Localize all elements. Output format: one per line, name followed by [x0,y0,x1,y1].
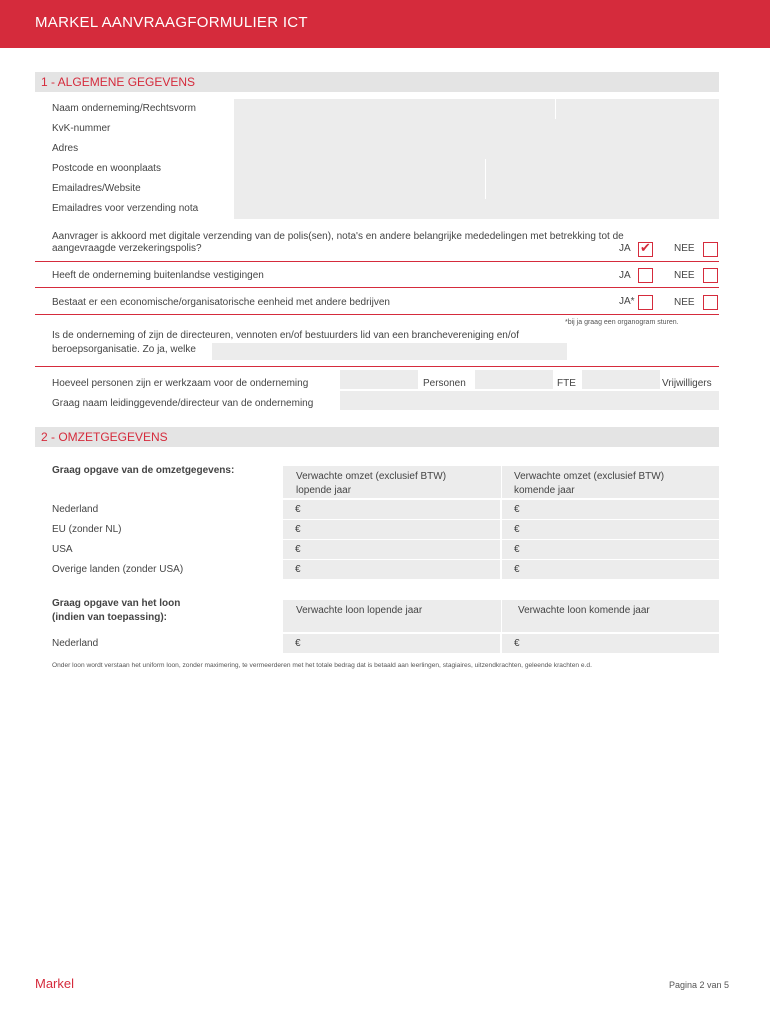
field-divider [485,159,486,199]
omzet-usa-next[interactable]: € [502,540,719,559]
q1-nee-checkbox[interactable] [703,242,718,257]
fte-label: FTE [557,378,576,389]
fte-input[interactable] [475,370,553,389]
q3-ja-checkbox[interactable] [638,295,653,310]
q-digital-line2: aangevraagde verzekeringspolis? [52,243,202,254]
q-director-name: Graag naam leidinggevende/directeur van de onderneming [52,398,314,409]
q3-nee-label: NEE [674,297,695,308]
markel-logo: Markel [35,976,75,991]
q-economic-unit: Bestaat er een economische/organisatorische eenheid met andere bedrijven [52,297,390,308]
row-eu-label: EU (zonder NL) [52,524,122,535]
omzet-overig-next[interactable]: € [502,560,719,579]
organogram-footnote: *bij ja graag een organogram sturen. [565,319,679,326]
omzet-nl-current[interactable]: € [283,500,500,519]
divider-line [35,261,719,262]
loon-label-line1: Graag opgave van het loon [52,598,181,609]
personen-label: Personen [423,378,466,389]
omzet-usa-current[interactable]: € [283,540,500,559]
q1-ja-checkbox[interactable] [638,242,653,257]
loon-col2-header: Verwachte loon komende jaar [518,605,650,616]
row-usa-label: USA [52,544,73,555]
omzet-overig-current[interactable]: € [283,560,500,579]
director-name-input[interactable] [340,391,719,410]
omzet-col2-header: Verwachte omzet (exclusief BTW) komende jaar [514,471,665,496]
label-postcode: Postcode en woonplaats [52,163,161,174]
q2-nee-checkbox[interactable] [703,268,718,283]
loon-row-nederland-label: Nederland [52,638,99,649]
vrijwilligers-input[interactable] [582,370,660,389]
field-divider [555,99,556,119]
label-company-name: Naam onderneming/Rechtsvorm [52,103,196,114]
field-divider [501,466,502,498]
row-overig-label: Overige landen (zonder USA) [52,564,184,575]
q2-ja-label: JA [619,270,631,281]
omzet-eu-next[interactable]: € [502,520,719,539]
form-title: MARKEL AANVRAAGFORMULIER ICT [35,14,308,31]
label-email-website: Emailadres/Website [52,183,141,194]
q2-ja-checkbox[interactable] [638,268,653,283]
loon-definition-note: Onder loon wordt verstaan het uniform loon, zonder maximering, te vermeerderen met het totale bedrag dat is betaald aan leerlingen, stagiaires, uitzendkrachten, geleende krachten e.d. [52,662,592,669]
q1-nee-label: NEE [674,243,695,254]
q1-ja-label: JA [619,243,631,254]
section-2-title: 2 - OMZETGEGEVENS [41,430,168,444]
loon-col1-header: Verwachte loon lopende jaar [296,605,423,616]
loon-label-line2: (indien van toepassing): [52,612,168,623]
label-email-invoice: Emailadres voor verzending nota [52,203,199,214]
vrijwilligers-label: Vrijwilligers [662,378,712,389]
page-number: Pagina 2 van 5 [669,980,730,990]
label-kvk: KvK-nummer [52,123,111,134]
omzet-nl-next[interactable]: € [502,500,719,519]
q-foreign-branches: Heeft de onderneming buitenlandse vestigingen [52,270,264,281]
branch-association-input[interactable] [212,343,567,360]
divider-line [35,287,719,288]
section-1-title: 1 - ALGEMENE GEGEVENS [41,75,196,89]
q2-nee-label: NEE [674,270,695,281]
general-info-field-block[interactable] [234,99,719,219]
loon-nl-current[interactable]: € [283,634,500,653]
personen-input[interactable] [340,370,418,389]
q-branch-membership-line1: Is de onderneming of zijn de directeuren, vennoten en/of bestuurders lid van een branchevereniging en/of [52,330,519,341]
field-divider [501,600,502,632]
omzet-label: Graag opgave van de omzetgegevens: [52,465,235,476]
q3-nee-checkbox[interactable] [703,295,718,310]
divider-line [35,314,719,315]
divider-line [35,366,719,367]
q-branch-membership-line2: beroepsorganisatie. Zo ja, welke [52,344,196,355]
q3-ja-label: JA* [619,296,635,307]
page-header [0,0,770,48]
label-address: Adres [52,143,79,154]
q-employees: Hoeveel personen zijn er werkzaam voor de onderneming [52,378,309,389]
omzet-eu-current[interactable]: € [283,520,500,539]
section-2-bar [35,427,719,447]
loon-nl-next[interactable]: € [502,634,719,653]
omzet-col1-header: Verwachte omzet (exclusief BTW) lopende jaar [296,471,447,496]
q-digital-line1: Aanvrager is akkoord met digitale verzending van de polis(sen), nota's en andere belangrijke mededelingen met betrekking tot de [52,231,624,242]
section-1-bar [35,72,719,92]
row-nederland-label: Nederland [52,504,99,515]
